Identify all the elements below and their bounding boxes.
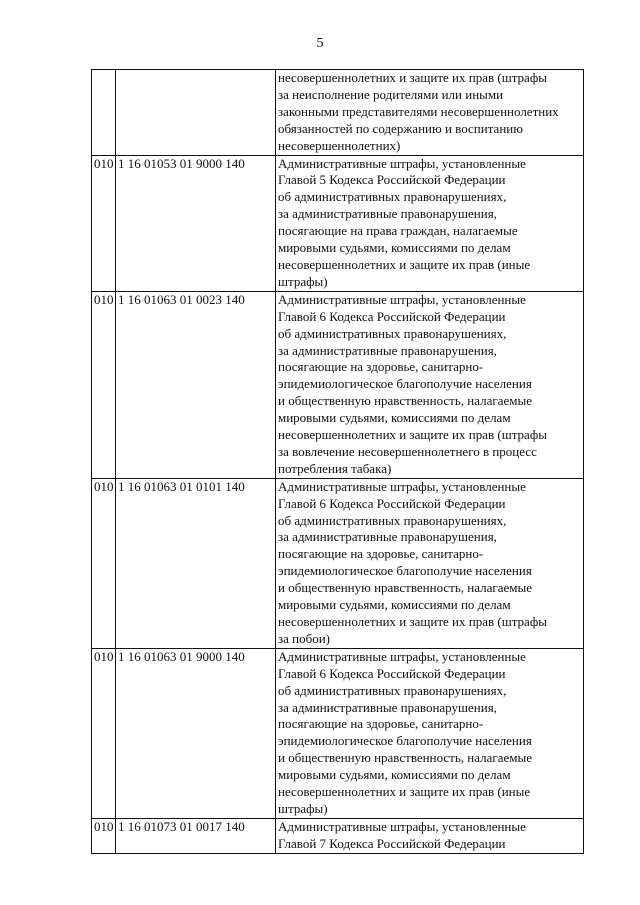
description-cell: Административные штрафы, установленные Главой 6 Кодекса Российской Федерации об административных правонарушениях, за административные правонарушения, посягающие на здоровье, санитарно- эпидемиологическое благополучие населения и общественную нравственность, налагаемые мировыми судьями, комиссиями по делам несовершеннолетних и защите их прав (иные штрафы) xyxy=(276,648,584,818)
budget-code-cell: 1 16 01063 01 0023 140 xyxy=(116,291,276,478)
budget-code-cell: 1 16 01073 01 0017 140 xyxy=(116,818,276,853)
table-row xyxy=(92,818,584,853)
budget-code-cell xyxy=(116,70,276,156)
admin-code-cell: 010 xyxy=(92,648,116,818)
description-cell: Административные штрафы, установленные Главой 6 Кодекса Российской Федерации об административных правонарушениях, за административные правонарушения, посягающие на здоровье, санитарно- эпидемиологическое благополучие населения и общественную нравственность, налагаемые мировыми судьями, комиссиями по делам несовершеннолетних и защите их прав (штрафы за побои) xyxy=(276,478,584,648)
description-cell: несовершеннолетних и защите их прав (штрафы за неисполнение родителями или иными законными представителями несовершеннолетних обязанностей по содержанию и воспитанию несовершеннолетних) xyxy=(276,70,584,156)
table-row xyxy=(92,70,584,156)
table-row xyxy=(92,291,584,478)
description-cell: Административные штрафы, установленные Главой 7 Кодекса Российской Федерации xyxy=(276,818,584,853)
table-row xyxy=(92,155,584,291)
admin-code-cell: 010 xyxy=(92,818,116,853)
admin-code-cell: 010 xyxy=(92,155,116,291)
budget-code-cell: 1 16 01063 01 0101 140 xyxy=(116,478,276,648)
table-row xyxy=(92,648,584,818)
admin-code-cell: 010 xyxy=(92,478,116,648)
description-cell: Административные штрафы, установленные Главой 5 Кодекса Российской Федерации об административных правонарушениях, за административные правонарушения, посягающие на права граждан, налагаемые мировыми судьями, комиссиями по делам несовершеннолетних и защите их прав (иные штрафы) xyxy=(276,155,584,291)
budget-code-cell: 1 16 01053 01 9000 140 xyxy=(116,155,276,291)
budget-code-cell: 1 16 01063 01 9000 140 xyxy=(116,648,276,818)
page-number: 5 xyxy=(316,36,324,51)
admin-code-cell xyxy=(92,70,116,156)
budget-codes-table xyxy=(91,69,584,854)
table-row xyxy=(92,478,584,648)
description-cell: Административные штрафы, установленные Главой 6 Кодекса Российской Федерации об административных правонарушениях, за административные правонарушения, посягающие на здоровье, санитарно- эпидемиологическое благополучие населения и общественную нравственность, налагаемые мировыми судьями, комиссиями по делам несовершеннолетних и защите их прав (штрафы за вовлечение несовершеннолетнего в процесс потребления табака) xyxy=(276,291,584,478)
admin-code-cell: 010 xyxy=(92,291,116,478)
